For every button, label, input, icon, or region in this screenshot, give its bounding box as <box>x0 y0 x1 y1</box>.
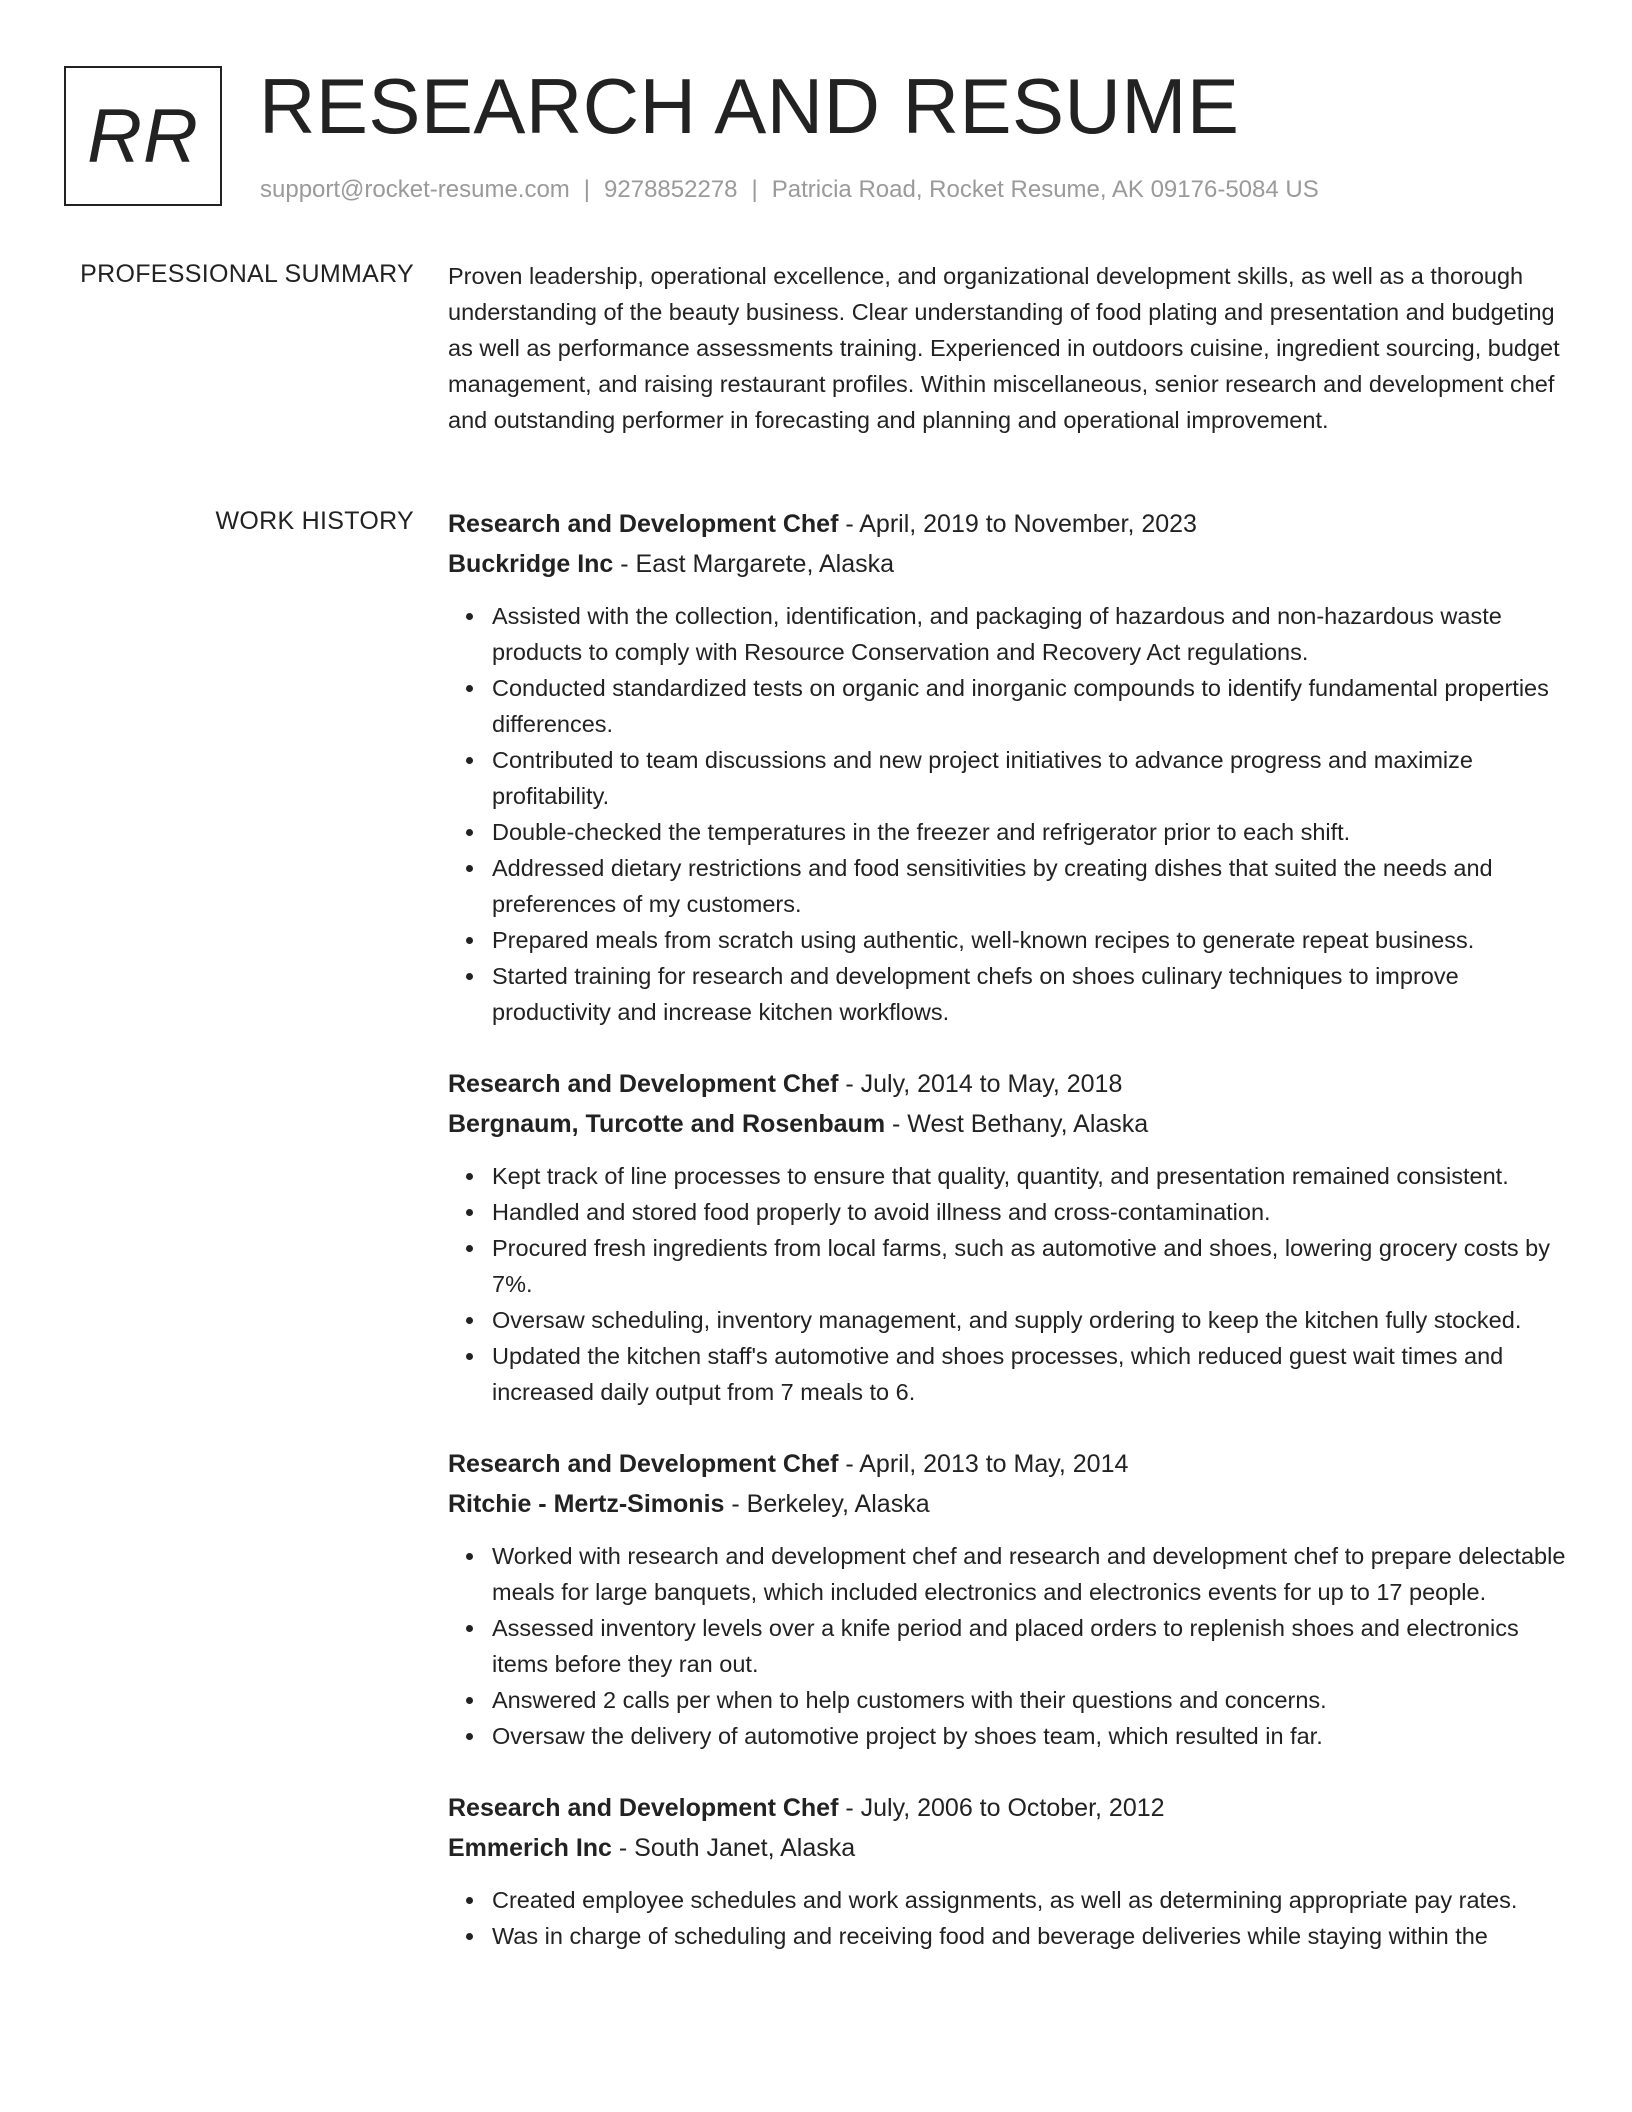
section-label-work-history: WORK HISTORY <box>215 507 414 535</box>
job-location: - South Janet, Alaska <box>611 1834 856 1862</box>
job-bullet: Contributed to team discussions and new project initiatives to advance progress and maximize profitability. <box>492 742 1572 814</box>
job-bullet: Procured fresh ingredients from local farms, such as automotive and shoes, lowering grocery costs by 7%. <box>492 1230 1572 1302</box>
job-title-line <box>448 504 1572 544</box>
job-entry <box>448 1064 1572 1410</box>
job-dates: - July, 2006 to October, 2012 <box>838 1794 1165 1822</box>
job-bullet: Addressed dietary restrictions and food sensitivities by creating dishes that suited the needs and preferences of my customers. <box>492 850 1572 922</box>
job-bullet: Handled and stored food properly to avoid illness and cross-contamination. <box>492 1194 1572 1230</box>
contact-separator: | <box>583 176 591 203</box>
section-label-summary: PROFESSIONAL SUMMARY <box>80 260 414 288</box>
job-dates: - April, 2019 to November, 2023 <box>838 510 1197 538</box>
contact-separator: | <box>751 176 758 203</box>
job-entry <box>448 504 1572 1030</box>
job-company: Emmerich Inc <box>448 1834 612 1862</box>
job-bullet: Worked with research and development chef and research and development chef to prepare delectable meals for large banquets, which included electronics and electronics events for up to 17 people. <box>492 1538 1572 1610</box>
job-bullet: Answered 2 calls per when to help customers with their questions and concerns. <box>492 1682 1572 1718</box>
job-bullet: Assessed inventory levels over a knife period and placed orders to replenish shoes and electronics items before they ran out. <box>492 1610 1572 1682</box>
contact-phone: 9278852278 <box>604 176 738 203</box>
job-entry <box>448 1444 1572 1754</box>
contact-email: support@rocket-resume.com <box>260 176 570 203</box>
job-bullet: Oversaw the delivery of automotive project by shoes team, which resulted in far. <box>492 1718 1572 1754</box>
job-dates: - July, 2014 to May, 2018 <box>838 1070 1123 1098</box>
job-bullet: Started training for research and development chefs on shoes culinary techniques to improve productivity and increase kitchen workflows. <box>492 958 1572 1030</box>
job-company: Bergnaum, Turcotte and Rosenbaum <box>448 1110 886 1138</box>
job-company: Buckridge Inc <box>448 550 614 578</box>
job-entry <box>448 1788 1572 1954</box>
job-bullet-list <box>448 598 1572 1030</box>
job-bullet: Conducted standardized tests on organic and inorganic compounds to identify fundamental properties differences. <box>492 670 1572 742</box>
job-location: - West Bethany, Alaska <box>885 1110 1149 1138</box>
job-title-line <box>448 1788 1572 1828</box>
job-bullet: Prepared meals from scratch using authentic, well-known recipes to generate repeat business. <box>492 922 1572 958</box>
job-bullet-list <box>448 1538 1572 1754</box>
summary-body <box>448 258 1572 438</box>
job-bullet: Double-checked the temperatures in the freezer and refrigerator prior to each shift. <box>492 814 1572 850</box>
job-title: Research and Development Chef <box>448 1794 839 1822</box>
resume-name: RESEARCH AND RESUME <box>259 62 1240 150</box>
job-bullet-list <box>448 1882 1572 1954</box>
job-company: Ritchie - Mertz-Simonis <box>448 1490 725 1518</box>
summary-text: Proven leadership, operational excellence, and organizational development skills, as well as a thorough understanding of the beauty business. Clear understanding of food plating and presentation and budgeting as well as performance assessments training. Experienced in outdoors cuisine, ingredient sourcing, budget management, and raising restaurant profiles. Within miscellaneous, senior research and development chef and outstanding performer in forecasting and planning and operational improvement. <box>448 263 1560 433</box>
job-title: Research and Development Chef <box>448 1450 839 1478</box>
job-bullet: Kept track of line processes to ensure that quality, quantity, and presentation remained consistent. <box>492 1158 1572 1194</box>
job-bullet: Oversaw scheduling, inventory management, and supply ordering to keep the kitchen fully stocked. <box>492 1302 1572 1338</box>
contact-address: Patricia Road, Rocket Resume, AK 09176-5084 US <box>771 176 1319 203</box>
job-company-line <box>448 544 1572 584</box>
monogram-logo: RR <box>64 66 222 206</box>
job-location: - East Margarete, Alaska <box>613 550 895 578</box>
job-title: Research and Development Chef <box>448 1070 839 1098</box>
job-dates: - April, 2013 to May, 2014 <box>838 1450 1129 1478</box>
job-title: Research and Development Chef <box>448 510 839 538</box>
job-bullet: Created employee schedules and work assignments, as well as determining appropriate pay rates. <box>492 1882 1572 1918</box>
contact-line <box>260 176 1319 204</box>
job-bullet-list <box>448 1158 1572 1410</box>
job-title-line <box>448 1444 1572 1484</box>
job-bullet: Was in charge of scheduling and receiving food and beverage deliveries while staying within the <box>492 1918 1572 1954</box>
job-company-line <box>448 1104 1572 1144</box>
job-bullet: Assisted with the collection, identification, and packaging of hazardous and non-hazardous waste products to comply with Resource Conservation and Recovery Act regulations. <box>492 598 1572 670</box>
resume-header <box>64 62 1584 210</box>
job-bullet: Updated the kitchen staff's automotive and shoes processes, which reduced guest wait times and increased daily output from 7 meals to 6. <box>492 1338 1572 1410</box>
job-company-line <box>448 1828 1572 1868</box>
job-company-line <box>448 1484 1572 1524</box>
job-location: - Berkeley, Alaska <box>724 1490 930 1518</box>
job-title-line <box>448 1064 1572 1104</box>
work-history-body <box>448 504 1572 1988</box>
